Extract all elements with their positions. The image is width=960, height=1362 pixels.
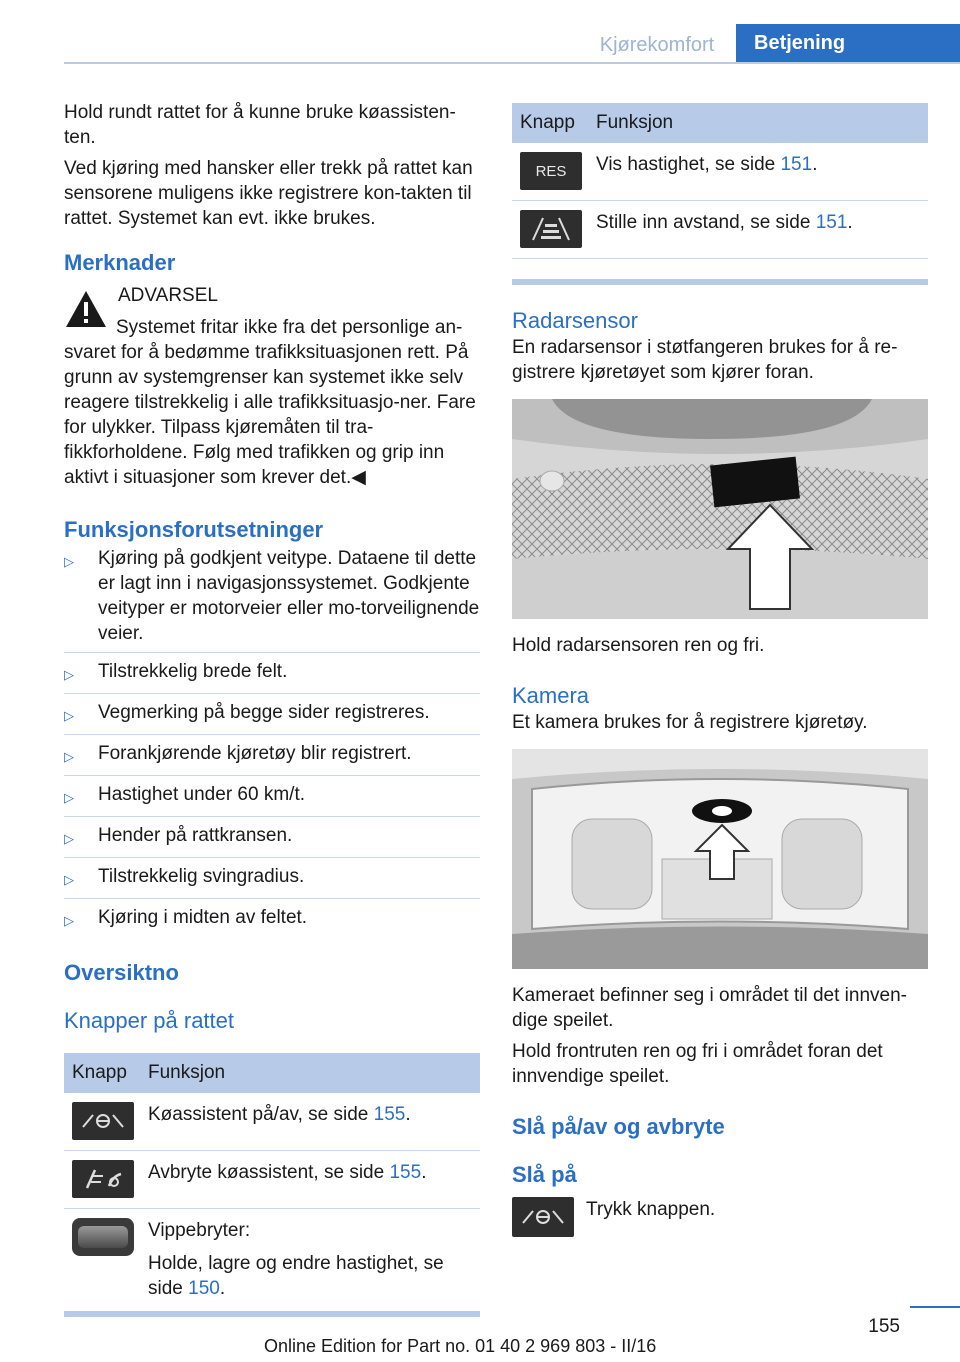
on-instruction bbox=[512, 1197, 928, 1237]
page-link[interactable]: 151 bbox=[815, 212, 848, 233]
bullet-triangle-icon: ▷ bbox=[64, 749, 74, 764]
table-end-rule bbox=[512, 279, 928, 285]
list-item: ▷ Vegmerking på begge sider registreres. bbox=[64, 700, 480, 728]
header-tab-section[interactable]: Kjørekomfort bbox=[578, 28, 736, 62]
radar-caption: Hold radarsensoren ren og fri. bbox=[512, 635, 765, 656]
page-link[interactable]: 155 bbox=[373, 1104, 406, 1125]
res-button-icon: RES bbox=[520, 152, 582, 190]
page-link[interactable]: 155 bbox=[389, 1162, 422, 1183]
table-end-rule bbox=[64, 1311, 480, 1317]
steering-assist-button-icon bbox=[512, 1197, 574, 1237]
camera-caption-2: Hold frontruten ren og fri i området foran det innvendige speilet. bbox=[512, 1041, 883, 1087]
warning-text: Systemet fritar ikke fra det personlige an‐svaret for å bedømme trafikksituasjonen rett. På grunn av systemgrenser kan systemet ikke selv reagere tilstrekkelig i alle trafikksituasjo‐ner. Fare for ulykker. Tilpass kjøremåten til tra‐fikkforholdene. Følg med trafikken og grip inn aktivt i situasjoner som krever det.◀ bbox=[64, 317, 476, 488]
on-heading: Slå på bbox=[512, 1162, 577, 1187]
bullet-triangle-icon: ▷ bbox=[64, 790, 74, 805]
camera-heading: Kamera bbox=[512, 683, 590, 708]
bullet-triangle-icon: ▷ bbox=[64, 708, 74, 723]
header-rule bbox=[64, 62, 960, 64]
buttons-table-continued bbox=[512, 103, 928, 259]
page-link[interactable]: 150 bbox=[188, 1278, 220, 1299]
table-header-function: Funksjon bbox=[140, 1053, 480, 1093]
rocker-switch-icon bbox=[72, 1218, 134, 1256]
header-tab-active[interactable]: Betjening bbox=[736, 24, 960, 62]
camera-image bbox=[512, 749, 928, 969]
edition-footer: Online Edition for Part no. 01 40 2 969 803 - II/16 bbox=[264, 1336, 657, 1356]
onoff-heading: Slå på/av og avbryte bbox=[512, 1114, 725, 1139]
buttons-table bbox=[64, 1053, 480, 1311]
right-column bbox=[512, 103, 928, 1237]
page-number: 155 bbox=[868, 1316, 900, 1337]
buttons-heading: Knapper på rattet bbox=[64, 1008, 235, 1033]
prereq-list bbox=[64, 546, 480, 933]
cancel-assist-button-icon bbox=[72, 1160, 134, 1198]
overview-heading: Oversiktno bbox=[64, 960, 179, 985]
bullet-triangle-icon: ▷ bbox=[64, 831, 74, 846]
steering-assist-button-icon bbox=[72, 1102, 134, 1140]
camera-caption-1: Kameraet befinner seg i området til det innven‐dige speilet. bbox=[512, 985, 907, 1031]
distance-button-icon bbox=[520, 210, 582, 248]
bullet-triangle-icon: ▷ bbox=[64, 667, 74, 682]
list-item: ▷ Kjøring i midten av feltet. bbox=[64, 905, 480, 933]
camera-text: Et kamera brukes for å registrere kjøretøy. bbox=[512, 712, 868, 733]
radar-heading: Radarsensor bbox=[512, 308, 638, 333]
bullet-triangle-icon: ▷ bbox=[64, 872, 74, 887]
list-item: ▷ Hender på rattkransen. bbox=[64, 823, 480, 851]
bullet-triangle-icon: ▷ bbox=[64, 913, 74, 928]
list-item: ▷ Forankjørende kjøretøy blir registrert. bbox=[64, 741, 480, 769]
warning-title: ADVARSEL bbox=[118, 285, 218, 306]
radar-sensor-image bbox=[512, 399, 928, 619]
table-row: Køassistent på/av, se side 155. bbox=[64, 1093, 480, 1151]
on-text: Trykk knappen. bbox=[586, 1199, 716, 1220]
table-header-button: Knapp bbox=[512, 103, 588, 143]
table-row: Stille inn avstand, se side 151. bbox=[512, 201, 928, 259]
list-item: ▷ Tilstrekkelig svingradius. bbox=[64, 864, 480, 892]
bullet-triangle-icon: ▷ bbox=[64, 554, 74, 569]
page-link[interactable]: 151 bbox=[780, 154, 813, 175]
table-header-button: Knapp bbox=[64, 1053, 140, 1093]
list-item: ▷ Hastighet under 60 km/t. bbox=[64, 782, 480, 810]
prereq-heading: Funksjonsforutsetninger bbox=[64, 517, 324, 542]
table-row: RES Vis hastighet, se side 151. bbox=[512, 143, 928, 201]
intro-paragraph-1: Hold rundt rattet for å kunne bruke køassisten‐ten. bbox=[64, 102, 456, 148]
table-row: Avbryte køassistent, se side 155. bbox=[64, 1151, 480, 1209]
intro-paragraph-2: Ved kjøring med hansker eller trekk på rattet kan sensorene muligens ikke registrere kon‐takten til rattet. Systemet kan evt. ikke brukes. bbox=[64, 158, 473, 229]
table-row: Vippebryter: Holde, lagre og endre hastighet, se side 150. bbox=[64, 1209, 480, 1312]
footer-rule bbox=[910, 1306, 960, 1308]
left-column bbox=[64, 100, 480, 1317]
list-item: ▷ Tilstrekkelig brede felt. bbox=[64, 659, 480, 687]
list-item: ▷ Kjøring på godkjent veitype. Dataene til dette er lagt inn i navigasjonssystemet. Godkjente veityper er motorveier eller mo‐torveilignende veier. bbox=[64, 548, 480, 644]
notes-heading: Merknader bbox=[64, 250, 176, 275]
warning-triangle-icon bbox=[64, 289, 108, 329]
radar-text: En radarsensor i støtfangeren brukes for å re‐gistrere kjøretøyet som kjører foran. bbox=[512, 337, 898, 383]
table-header-function: Funksjon bbox=[588, 103, 928, 143]
